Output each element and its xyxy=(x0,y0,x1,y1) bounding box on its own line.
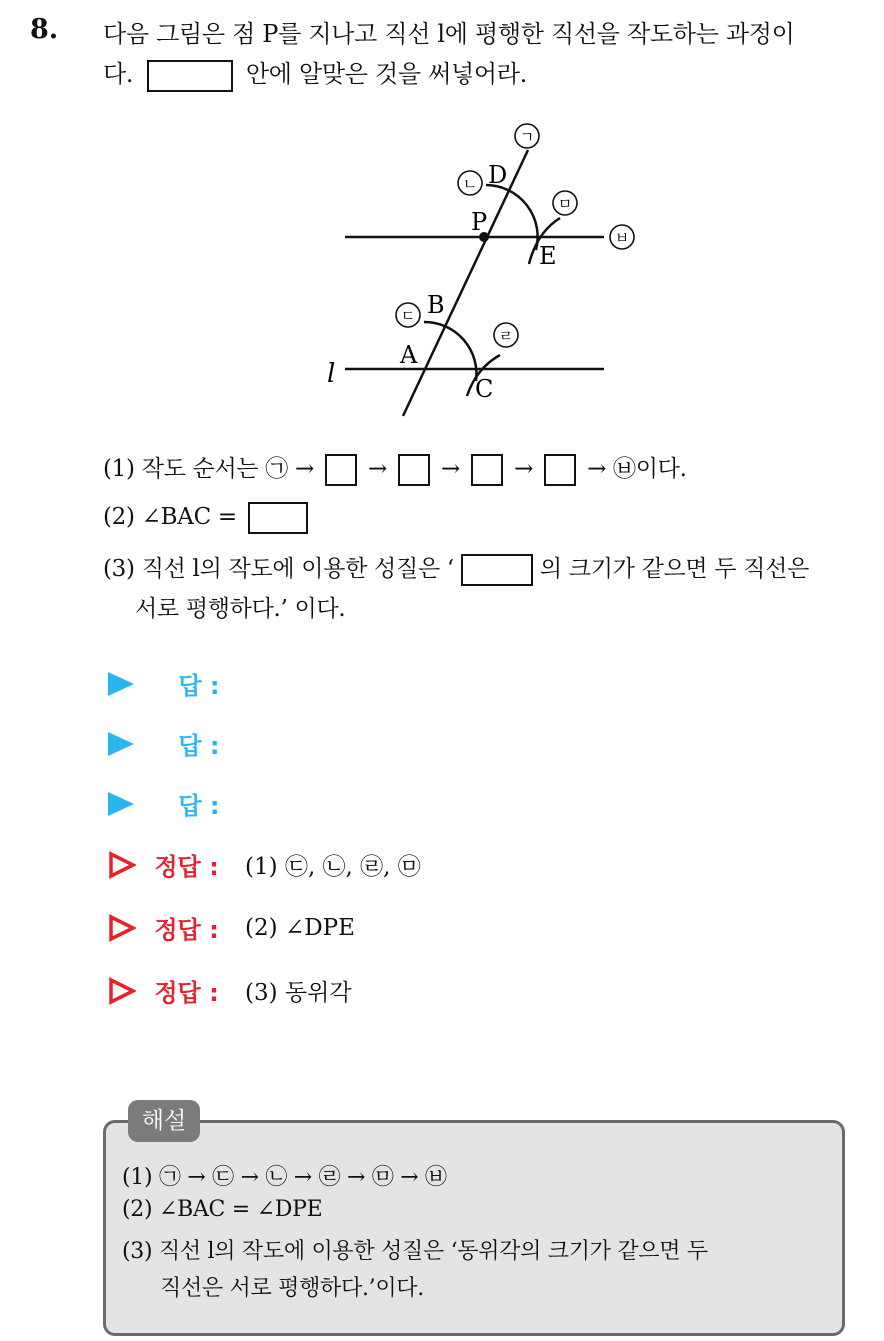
play-triangle-icon xyxy=(108,792,134,816)
svg-text:ㄷ: ㄷ xyxy=(400,307,416,325)
outline-triangle-icon xyxy=(108,977,136,1005)
outline-triangle-icon xyxy=(108,851,136,879)
question-text-line2 xyxy=(103,54,527,92)
label-a: A xyxy=(400,341,418,369)
blank-box xyxy=(325,454,357,486)
arrow: → xyxy=(368,456,388,482)
label-circle-d xyxy=(396,303,420,327)
question-number: 8. xyxy=(30,14,59,45)
explanation-line: (2) ∠BAC = ∠DPE xyxy=(122,1197,323,1222)
arc-at-p xyxy=(486,185,538,250)
question-text-line1: 다음 그림은 점 P를 지나고 직선 l에 평행한 직선을 작도하는 과정이 xyxy=(103,20,795,48)
answer-label: 답 : xyxy=(178,672,220,700)
answer-label: 답 : xyxy=(178,792,220,820)
explanation-line: 직선은 서로 평행하다.’이다. xyxy=(160,1276,424,1301)
correct-answer-value: (1) ㉢, ㉡, ㉣, ㉤ xyxy=(245,854,421,880)
subquestion-2-prefix: (2) ∠BAC = xyxy=(103,504,237,530)
outline-triangle-icon xyxy=(108,914,136,942)
svg-text:ㅁ: ㅁ xyxy=(557,195,573,213)
subquestion-3 xyxy=(103,550,809,586)
construction-figure xyxy=(310,115,650,425)
label-l: l xyxy=(327,359,336,389)
explanation-box xyxy=(103,1120,845,1336)
blank-box xyxy=(147,60,233,92)
blank-box xyxy=(248,502,308,534)
label-b: B xyxy=(427,291,445,319)
label-circle-g xyxy=(515,124,539,148)
question-line2-prefix: 다. xyxy=(103,60,134,88)
correct-answer-label: 정답 : xyxy=(154,853,219,881)
answer-label: 답 : xyxy=(178,732,220,760)
correct-answer-label: 정답 : xyxy=(154,979,219,1007)
subquestion-1 xyxy=(103,450,687,486)
correct-answer-row xyxy=(108,910,355,945)
label-circle-r xyxy=(494,323,518,347)
label-circle-b xyxy=(610,225,634,249)
correct-answer-value: (3) 동위각 xyxy=(245,980,352,1006)
correct-answer-row xyxy=(108,973,352,1008)
label-p: P xyxy=(471,208,488,236)
correct-answer-row xyxy=(108,847,421,882)
blank-box xyxy=(398,454,430,486)
label-circle-m xyxy=(553,191,577,215)
arrow: → xyxy=(514,456,534,482)
question-line2-suffix: 안에 알맞은 것을 써넣어라. xyxy=(245,60,527,88)
label-e: E xyxy=(539,242,557,270)
svg-text:ㄱ: ㄱ xyxy=(519,128,535,146)
arrow: → xyxy=(441,456,461,482)
svg-text:ㄴ: ㄴ xyxy=(462,175,478,193)
answer-row xyxy=(108,666,220,701)
play-triangle-icon xyxy=(108,672,134,696)
subquestion-3-prefix: (3) 직선 l의 작도에 이용한 성질은 ‘ xyxy=(103,556,454,582)
subquestion-1-prefix: (1) 작도 순서는 ㉠ → xyxy=(103,456,314,482)
explanation-line: (1) ㉠ → ㉢ → ㉡ → ㉣ → ㉤ → ㉥ xyxy=(122,1165,447,1190)
label-circle-n xyxy=(458,171,482,195)
subquestion-1-suffix: → ㉥이다. xyxy=(587,456,687,482)
play-triangle-icon xyxy=(108,732,134,756)
explanation-tag: 해설 xyxy=(128,1100,200,1142)
label-c: C xyxy=(475,375,494,403)
subquestion-3-line2: 서로 평행하다.’ 이다. xyxy=(135,596,346,622)
subquestion-2 xyxy=(103,502,308,534)
answer-row xyxy=(108,786,220,821)
correct-answer-label: 정답 : xyxy=(154,916,219,944)
correct-answer-value: (2) ∠DPE xyxy=(245,914,355,941)
svg-text:ㅂ: ㅂ xyxy=(614,229,630,247)
answer-row xyxy=(108,726,220,761)
blank-box xyxy=(471,454,503,486)
blank-box xyxy=(461,554,533,586)
subquestion-3-suffix: 의 크기가 같으면 두 직선은 xyxy=(539,556,810,582)
arc-at-a xyxy=(424,322,476,381)
explanation-line: (3) 직선 l의 작도에 이용한 성질은 ‘동위각의 크기가 같으면 두 xyxy=(122,1239,708,1264)
label-d: D xyxy=(488,161,508,189)
svg-text:ㄹ: ㄹ xyxy=(498,327,514,345)
blank-box xyxy=(544,454,576,486)
